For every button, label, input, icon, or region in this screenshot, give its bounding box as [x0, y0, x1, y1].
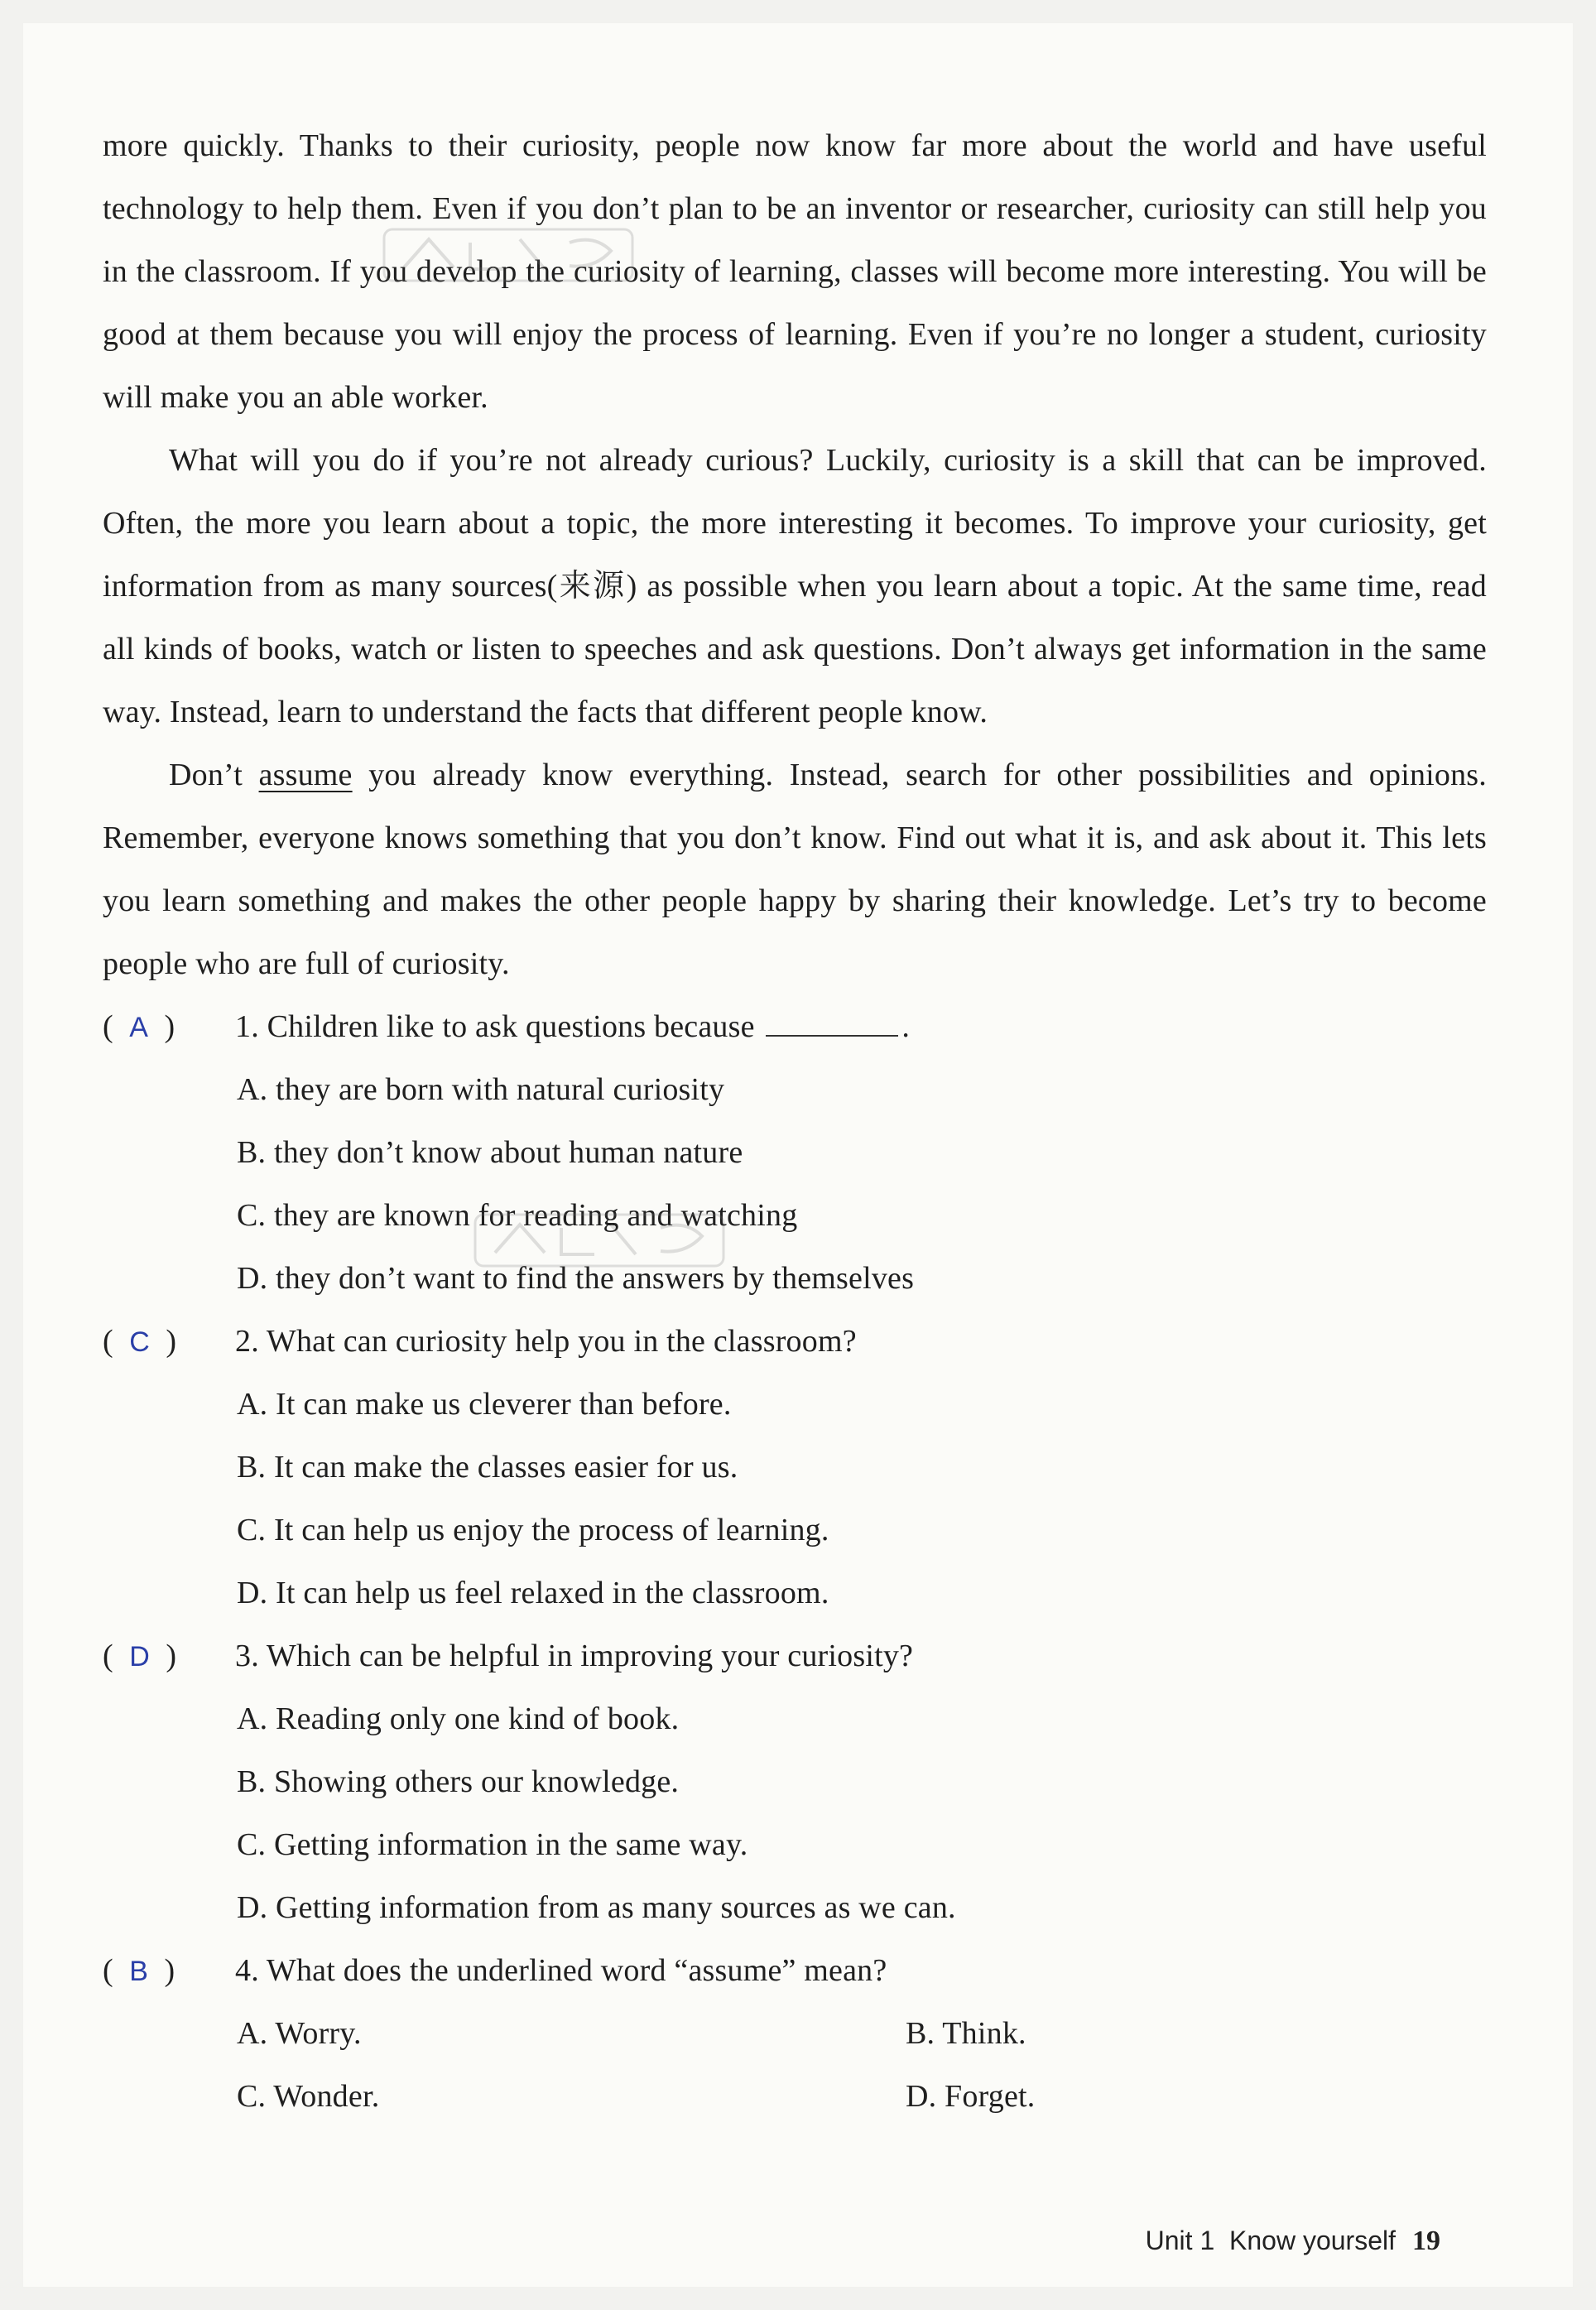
- option-a: A. It can make us cleverer than before.: [237, 1387, 732, 1422]
- reading-passage: [103, 114, 1487, 2128]
- underlined-word: assume: [258, 758, 353, 792]
- option-d: D. It can help us feel relaxed in the classroom.: [237, 1576, 829, 1610]
- answer-letter: D: [129, 1641, 151, 1672]
- option-b: B. Showing others our knowledge.: [237, 1764, 680, 1799]
- watermark-logo: [379, 218, 644, 292]
- question-stem: 1. Children like to ask questions because: [235, 1009, 755, 1044]
- question-stem: 2. What can curiosity help you in the classroom?: [235, 1324, 857, 1359]
- answer-bracket: ( A ): [103, 1009, 175, 1044]
- question-stem: 3. Which can be helpful in improving your curiosity?: [235, 1639, 914, 1673]
- option-a: A. Worry.: [237, 2016, 362, 2051]
- question-4: [103, 1939, 1487, 2002]
- option-d: D. Forget.: [906, 2079, 1036, 2114]
- paragraph-3: [103, 744, 1487, 995]
- option-b: B. Think.: [906, 2016, 1026, 2051]
- paragraph-1: more quickly. Thanks to their curiosity, people now know far more about the world and have useful technology to help them. Even if you don’t plan to be an inventor or researcher, curiosity can still help you in the classroom. If you develop the curiosity of learning, classes will become more interesting. You will be good at them because you will enjoy the process of learning. Even if you’re no longer a student, curiosity will make you an able worker.: [103, 128, 1487, 415]
- page-number: 19: [1412, 2226, 1440, 2256]
- unit-title: Know yourself: [1229, 2226, 1396, 2255]
- answer-bracket: ( B ): [103, 1953, 175, 1988]
- option-c: C. It can help us enjoy the process of learning.: [237, 1513, 829, 1547]
- option-a: A. Reading only one kind of book.: [237, 1701, 680, 1736]
- paragraph-3-start: Don’t: [169, 758, 259, 792]
- option-b: B. It can make the classes easier for us.: [237, 1450, 738, 1485]
- answer-bracket: ( C ): [103, 1324, 177, 1359]
- option-c: C. Wonder.: [237, 2079, 380, 2114]
- question-stem: 4. What does the underlined word “assume” mean?: [235, 1953, 887, 1988]
- option-a: A. they are born with natural curiosity: [237, 1072, 725, 1107]
- question-2: [103, 1310, 1487, 1373]
- option-d: D. Getting information from as many sources as we can.: [237, 1890, 956, 1925]
- unit-label: Unit 1: [1145, 2226, 1215, 2255]
- page: [23, 23, 1573, 2287]
- option-c: C. they are known for reading and watching: [237, 1198, 798, 1233]
- answer-letter: B: [129, 1956, 149, 1987]
- option-b: B. they don’t know about human nature: [237, 1135, 743, 1170]
- question-3: [103, 1624, 1487, 1687]
- option-row: [103, 2065, 1487, 2128]
- answer-letter: C: [129, 1326, 151, 1358]
- watermark-logo: [470, 1203, 735, 1278]
- answer-letter: A: [129, 1012, 149, 1043]
- page-footer: [1146, 2226, 1440, 2257]
- paragraph-3-rest: you already know everything. Instead, search for other possibilities and opinions. Remember, everyone knows something that you don’t know. Find out what it is, and ask about it. This lets you learn something and makes the other people happy by sharing their knowledge. Let’s try to become people who are full of curiosity.: [103, 758, 1487, 981]
- option-c: C. Getting information in the same way.: [237, 1827, 748, 1862]
- question-1: [103, 995, 1487, 1058]
- option-d: D. they don’t want to find the answers by themselves: [237, 1261, 915, 1296]
- stem-end: .: [901, 1009, 911, 1044]
- answer-bracket: ( D ): [103, 1639, 177, 1673]
- option-row: [103, 2002, 1487, 2065]
- paragraph-2: What will you do if you’re not already curious? Luckily, curiosity is a skill that can be improved. Often, the more you learn about a topic, the more interesting it becomes. To improve your curiosity, get information from as many sources(来源) as possible when you learn about a topic. At the same time, read all kinds of books, watch or listen to speeches and ask questions. Don’t always get information in the same way. Instead, learn to understand the facts that different people know.: [103, 443, 1487, 729]
- answer-blank: [766, 1007, 898, 1037]
